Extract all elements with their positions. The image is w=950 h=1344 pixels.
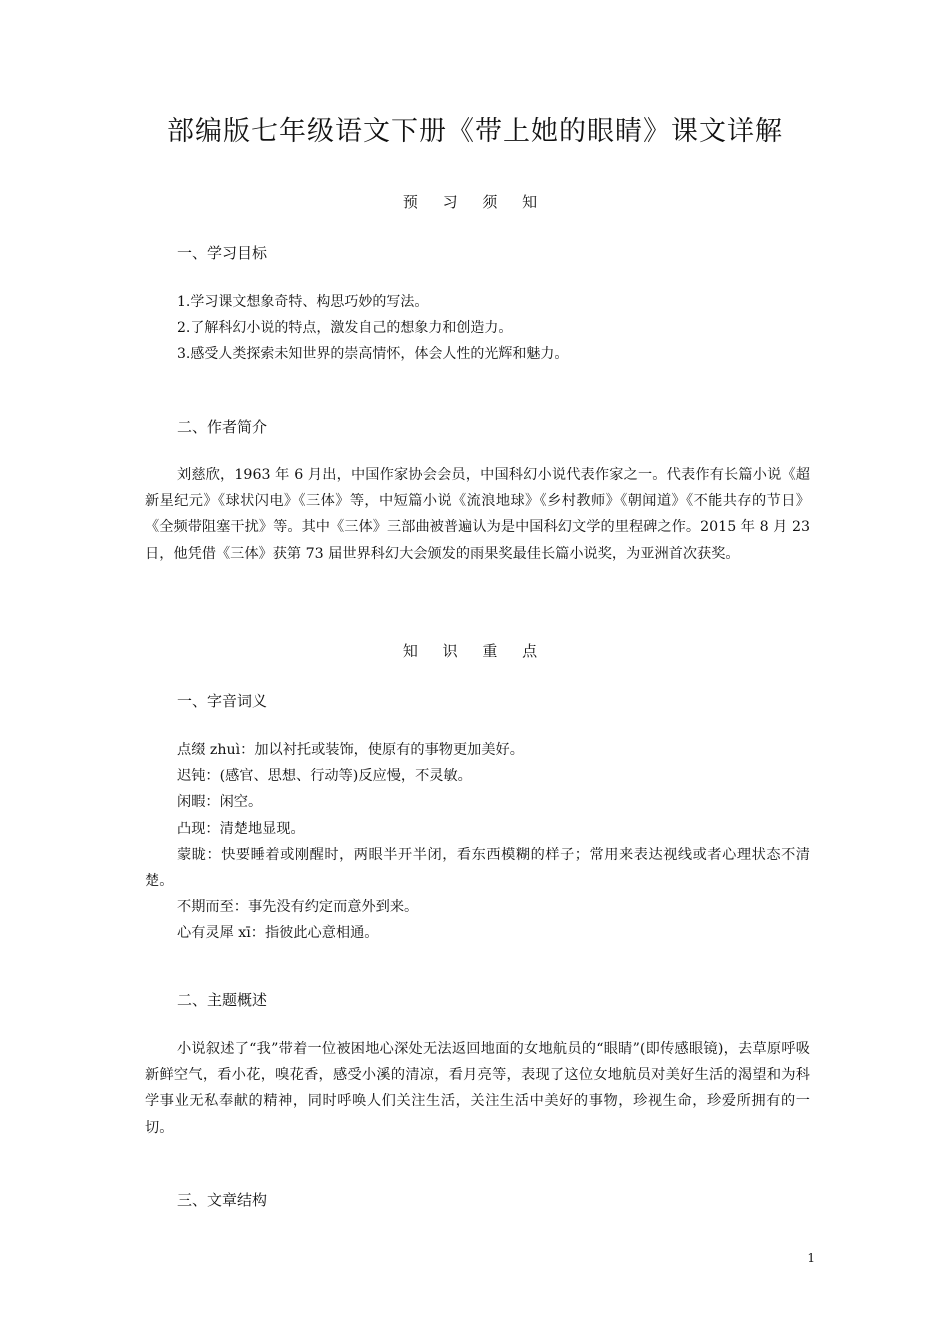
heading-theme-summary: 二、主题概述 <box>177 991 268 1009</box>
vocab-entry: 点缀 zhuì：加以衬托或装饰，使原有的事物更加美好。 <box>177 742 524 758</box>
theme-summary-paragraph: 小说叙述了“我”带着一位被困地心深处无法返回地面的女地航员的“眼睛”(即传感眼镜)，去草原呼吸新鲜空气，看小花，嗅花香，感受小溪的清凉，看月亮等，表现了这位女地航员对美好生活的渴望和为科学事业无私奉献的精神，同时呼唤人们关注生活，关注生活中美好的事物，珍视生命，珍爱所拥有的一切。 <box>145 1041 810 1136</box>
document-title: 部编版七年级语文下册《带上她的眼睛》课文详解 <box>167 116 783 147</box>
vocab-entry: 蒙眬：快要睡着或刚醒时，两眼半开半闭，看东西模糊的样子；常用来表达视线或者心理状态不清楚。 <box>145 846 810 890</box>
vocab-entry: 闲暇：闲空。 <box>177 794 263 811</box>
heading-author-intro: 二、作者简介 <box>177 418 268 436</box>
goal-item: 3.感受人类探索未知世界的崇高情怀，体会人性的光辉和魅力。 <box>177 346 569 362</box>
heading-article-structure: 三、文章结构 <box>177 1191 268 1209</box>
learning-goals-list <box>177 289 817 367</box>
vocab-entry: 不期而至：事先没有约定而意外到来。 <box>177 899 419 916</box>
page-number: 1 <box>807 1251 815 1265</box>
goal-item: 1.学习课文想象奇特、构思巧妙的写法。 <box>177 294 429 310</box>
section-title-preview: 预 习 须 知 <box>402 193 548 211</box>
vocab-entry: 迟钝：(感官、思想、行动等)反应慢，不灵敏。 <box>177 768 472 785</box>
goal-item: 2.了解科幻小说的特点，激发自己的想象力和创造力。 <box>177 320 513 336</box>
heading-learning-goals: 一、学习目标 <box>177 244 268 262</box>
vocab-entry: 凸现：清楚地显现。 <box>177 820 305 837</box>
section-title-knowledge: 知 识 重 点 <box>402 642 548 660</box>
vocab-entry: 心有灵犀 xī：指彼此心意相通。 <box>177 925 379 942</box>
vocabulary-list <box>145 737 810 947</box>
heading-vocabulary: 一、字音词义 <box>177 692 268 710</box>
author-intro-paragraph: 刘慈欣，1963 年 6 月出，中国作家协会会员，中国科幻小说代表作家之一。代表作有长篇小说《超新星纪元》《球状闪电》《三体》等，中短篇小说《流浪地球》《乡村教师》《朝闻道》《不能共存的节日》《全频带阻塞干扰》等。其中《三体》三部曲被普遍认为是中国科幻文学的里程碑之作。2015 年 8 月 23 日，他凭借《三体》获第 73 届世界科幻大会颁发的雨果奖最佳长篇小说奖，为亚洲首次获奖。 <box>145 467 810 562</box>
